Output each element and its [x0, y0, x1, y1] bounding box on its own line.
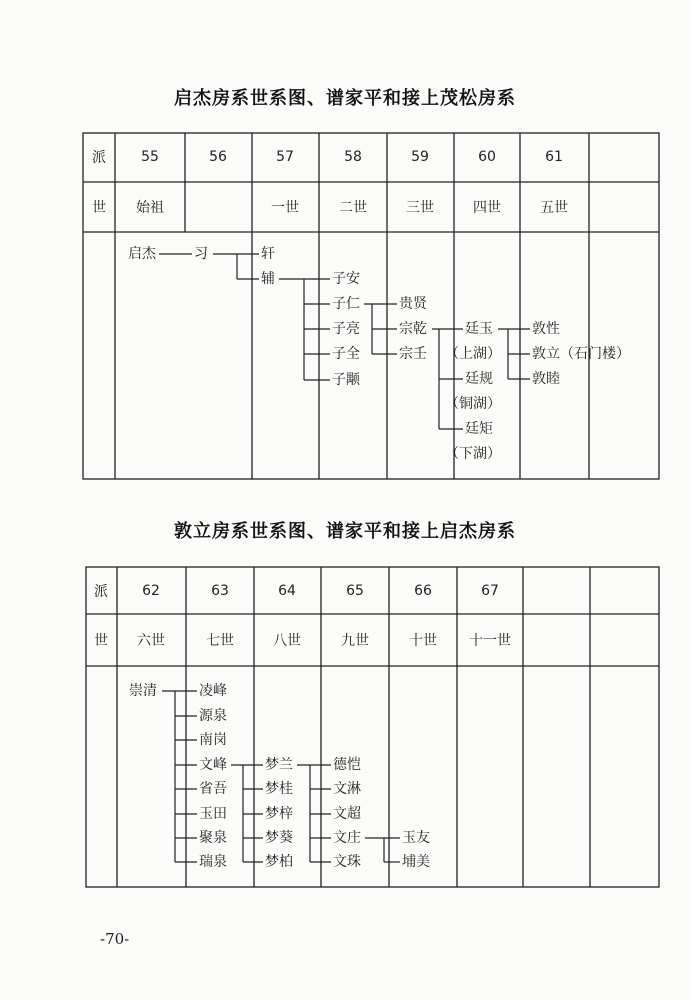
t1-person-tingju: 廷矩 [465, 421, 493, 437]
t1-pai-cell: 60 [478, 149, 496, 165]
t1-pai-label: 派 [92, 150, 106, 166]
t2-person-yutian: 玉田 [199, 806, 227, 822]
t2-pai-cell: 66 [414, 583, 432, 599]
t2-person-ruiquan: 瑞泉 [199, 854, 227, 870]
t1-person-dunli: 敦立（石门楼） [532, 346, 630, 362]
t1-shi-cell: 三世 [406, 200, 434, 216]
t1-person-zidian: 子颙 [332, 372, 360, 388]
t2-person-shengwu: 省吾 [199, 781, 227, 797]
t2-shi-cell: 七世 [206, 633, 234, 649]
t2-person-wenzhu: 文珠 [333, 854, 361, 870]
t2-person-wenfeng: 文峰 [199, 757, 227, 773]
t2-person-mengzi: 梦梓 [265, 806, 293, 822]
chart2-title: 敦立房系世系图、谱家平和接上启杰房系 [174, 521, 516, 542]
t1-person-xuan: 轩 [261, 246, 275, 262]
t2-person-nangang: 南岗 [199, 732, 227, 748]
t1-note-tingyu: （上湖） [445, 346, 501, 362]
t2-pai-cell: 64 [278, 583, 296, 599]
t1-person-ziren: 子仁 [332, 296, 360, 312]
t2-shi-cell: 八世 [273, 633, 301, 649]
t1-person-qijie: 启杰 [128, 246, 156, 262]
t2-pai-cell: 67 [481, 583, 499, 599]
table1-grid [83, 133, 659, 479]
t1-note-tinggui: （铜湖） [445, 396, 501, 412]
t1-note-tingju: （下湖） [445, 446, 501, 462]
t1-person-guixian: 贵贤 [399, 296, 427, 312]
t1-person-dunmu: 敦睦 [532, 371, 560, 387]
t2-shi-cell: 九世 [341, 633, 369, 649]
t1-shi-cell: 二世 [339, 200, 367, 216]
t1-pai-cell: 55 [141, 149, 159, 165]
t2-person-dekai: 德恺 [333, 757, 361, 773]
t2-person-wenzhuang: 文庄 [333, 830, 361, 846]
t1-pai-cell: 59 [411, 149, 429, 165]
t2-person-mengbai: 梦柏 [265, 854, 293, 870]
t2-person-menglan: 梦兰 [265, 757, 293, 773]
t2-person-wenchao: 文超 [333, 806, 361, 822]
t1-pai-cell: 57 [276, 149, 294, 165]
t2-pai-cell: 63 [211, 583, 229, 599]
t1-shi-cell: 一世 [271, 200, 299, 216]
t2-pai-label: 派 [94, 584, 108, 600]
t1-person-dunxing: 敦性 [532, 321, 560, 337]
t1-person-zian: 子安 [332, 271, 360, 287]
chart1-title: 启杰房系世系图、谱家平和接上茂松房系 [174, 88, 516, 109]
t2-person-yuyou: 玉友 [402, 830, 430, 846]
table2-grid [86, 567, 659, 887]
t2-person-mengkui: 梦葵 [265, 830, 293, 846]
t2-shi-cell: 十一世 [469, 633, 511, 649]
t1-person-tingyu: 廷玉 [465, 321, 493, 337]
t2-person-lingfeng: 凌峰 [199, 683, 227, 699]
t1-shi-cell: 始祖 [136, 200, 164, 216]
t2-person-chongqing: 崇清 [129, 683, 157, 699]
t1-shi-cell: 四世 [473, 200, 501, 216]
t2-shi-cell: 十世 [409, 633, 437, 649]
t1-person-zongren: 宗壬 [399, 346, 427, 362]
t1-person-tinggui: 廷规 [465, 371, 493, 387]
t1-person-xi: 习 [194, 246, 208, 262]
t2-person-wenlin: 文淋 [333, 781, 361, 797]
t2-shi-cell: 六世 [137, 633, 165, 649]
t1-pai-cell: 56 [209, 149, 227, 165]
t1-person-fu: 辅 [261, 271, 275, 287]
t1-person-zongqian: 宗乾 [399, 321, 427, 337]
t1-pai-cell: 61 [545, 149, 563, 165]
t2-pai-cell: 62 [142, 583, 160, 599]
t1-person-ziliang: 子亮 [332, 321, 360, 337]
t2-pai-cell: 65 [346, 583, 364, 599]
t2-person-yuanquan: 源泉 [199, 708, 227, 724]
t2-person-bumei: 埔美 [402, 854, 430, 870]
t1-shi-label: 世 [92, 200, 106, 216]
t1-shi-cell: 五世 [540, 200, 568, 216]
t2-person-juquan: 聚泉 [199, 830, 227, 846]
t2-person-menggui: 梦桂 [265, 781, 293, 797]
t1-person-ziquan: 子全 [332, 346, 360, 362]
t2-shi-label: 世 [94, 633, 108, 649]
t1-pai-cell: 58 [344, 149, 362, 165]
page-number: -70- [100, 930, 130, 948]
